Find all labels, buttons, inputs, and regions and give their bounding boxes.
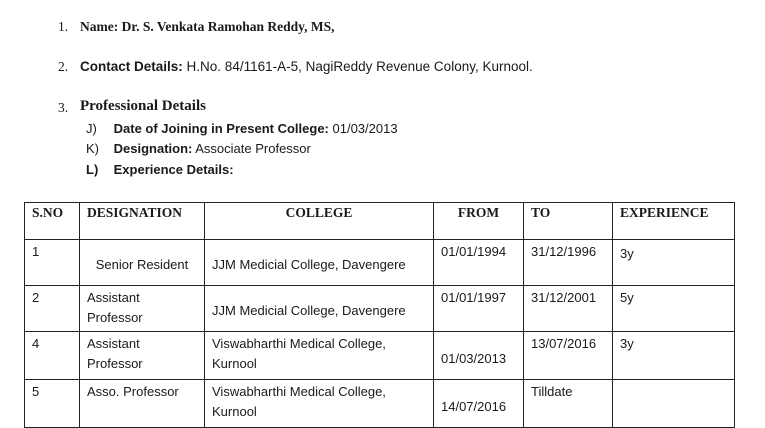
table-row [25, 332, 735, 380]
cell-from: 01/01/1997 [434, 286, 524, 332]
cell-to: Tilldate [524, 380, 613, 428]
date-of-joining-value: 01/03/2013 [332, 121, 398, 136]
cell-from: 01/03/2013 [434, 332, 524, 380]
sub-letter: J) [86, 121, 97, 136]
header-to: TO [524, 203, 613, 240]
name-line: Name: Dr. S. Venkata Ramohan Reddy, MS, [80, 19, 335, 34]
professional-details-heading: Professional Details [80, 98, 206, 114]
cell-college: JJM Medicial College, Davengere [205, 286, 434, 332]
cell-sno: 2 [25, 286, 80, 332]
experience-details-label: Experience Details: [113, 162, 234, 177]
cell-experience: 3y [613, 240, 735, 286]
header-designation: DESIGNATION [80, 203, 205, 240]
cell-experience: 5y [613, 286, 735, 332]
item-number-2: 2. [58, 59, 69, 74]
cell-sno: 1 [25, 240, 80, 286]
cell-to: 13/07/2016 [524, 332, 613, 380]
designation-label: Designation: [113, 141, 193, 156]
cell-designation: Assistant Professor [80, 286, 205, 332]
designation-value: Associate Professor [195, 141, 311, 156]
cell-college: JJM Medicial College, Davengere [205, 240, 434, 286]
cell-experience [613, 380, 735, 428]
header-experience: EXPERIENCE [613, 203, 735, 240]
table-row [25, 240, 735, 286]
cell-to: 31/12/1996 [524, 240, 613, 286]
item-number-1: 1. [58, 19, 69, 34]
cell-experience: 3y [613, 332, 735, 380]
cell-designation: Asso. Professor [80, 380, 205, 428]
contact-details-value: H.No. 84/1161-A-5, NagiReddy Revenue Colony, Kurnool. [186, 59, 533, 74]
cell-college: Viswabharthi Medical College, Kurnool [205, 380, 434, 428]
header-from: FROM [434, 203, 524, 240]
header-college: COLLEGE [205, 203, 434, 240]
sub-letter: L) [86, 162, 99, 177]
cell-from: 01/01/1994 [434, 240, 524, 286]
cell-to: 31/12/2001 [524, 286, 613, 332]
sub-letter: K) [86, 141, 99, 156]
table-row [25, 286, 735, 332]
designation-line [86, 141, 311, 156]
cell-sno: 4 [25, 332, 80, 380]
table-header-row [25, 203, 735, 240]
experience-details-line [86, 162, 234, 177]
date-of-joining-label: Date of Joining in Present College: [113, 121, 329, 136]
contact-details-label: Contact Details: [80, 59, 183, 74]
header-sno: S.NO [25, 203, 80, 240]
cell-designation: Assistant Professor [80, 332, 205, 380]
date-of-joining-line [86, 121, 398, 136]
cell-sno: 5 [25, 380, 80, 428]
cell-from: 14/07/2016 [434, 380, 524, 428]
cell-designation: Senior Resident [80, 240, 205, 286]
contact-details-line [80, 59, 533, 74]
cell-college: Viswabharthi Medical College, Kurnool [205, 332, 434, 380]
item-number-3: 3. [58, 100, 69, 115]
experience-table [24, 202, 735, 428]
table-row [25, 380, 735, 428]
